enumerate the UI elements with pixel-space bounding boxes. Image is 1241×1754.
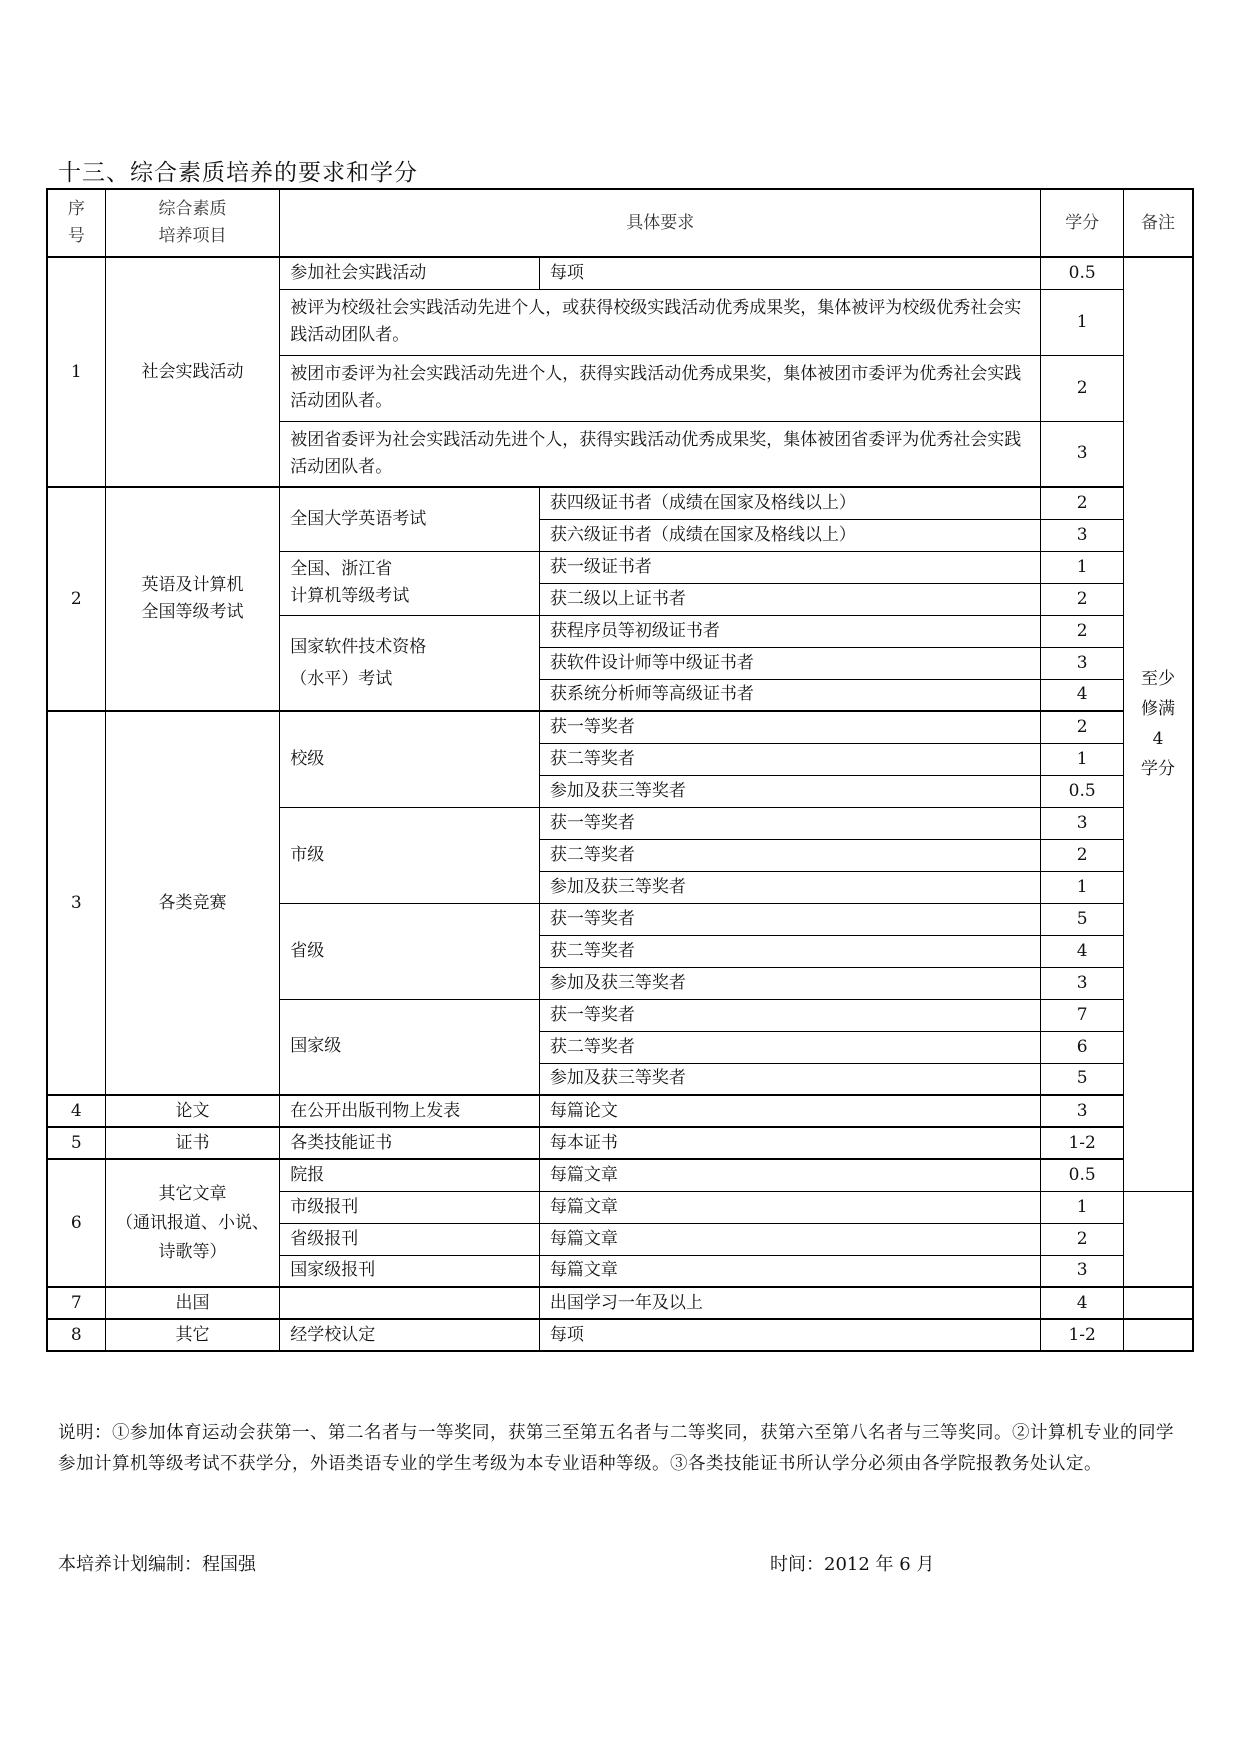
remark-merged-cell: 至少 修满 4 学分 — [1124, 257, 1193, 1191]
detail-cell: 参加及获三等奖者 — [539, 1063, 1040, 1095]
credit-cell: 3 — [1041, 1095, 1124, 1127]
seq-cell: 1 — [47, 257, 105, 487]
item-cell: 其它文章 （通讯报道、小说、 诗歌等） — [105, 1159, 280, 1287]
detail-cell: 每篇文章 — [539, 1223, 1040, 1255]
detail-cell: 获程序员等初级证书者 — [539, 615, 1040, 647]
remark-cell — [1124, 1287, 1193, 1319]
item-cell: 证书 — [105, 1127, 280, 1159]
credit-cell: 3 — [1041, 421, 1124, 487]
requirement-cell: 全国、浙江省 计算机等级考试 — [280, 551, 540, 615]
item-cell: 英语及计算机 全国等级考试 — [105, 487, 280, 711]
credit-cell: 3 — [1041, 519, 1124, 551]
table-row — [47, 487, 1193, 519]
credit-cell: 4 — [1041, 935, 1124, 967]
quality-credit-table — [46, 188, 1194, 1352]
level-cell: 校级 — [280, 711, 540, 807]
detail-cell: 获软件设计师等中级证书者 — [539, 647, 1040, 679]
notes-paragraph: 说明：①参加体育运动会获第一、第二名者与一等奖同，获第三至第五名者与二等奖同，获第六至第八名者与三等奖同。②计算机专业的同学参加计算机等级考试不获学分，外语类语专业的学生考级为本专业语种等级。③各类技能证书所认学分必须由各学院报教务处认定。 — [58, 1423, 1174, 1474]
requirement-cell: 国家软件技术资格 （水平）考试 — [280, 615, 540, 711]
detail-cell: 获一级证书者 — [539, 551, 1040, 583]
credit-cell: 0.5 — [1041, 1159, 1124, 1191]
requirement-cell: 全国大学英语考试 — [280, 487, 540, 551]
credit-cell: 2 — [1041, 355, 1124, 421]
header-row — [47, 189, 1193, 257]
item-cell: 其它 — [105, 1319, 280, 1351]
detail-cell: 获一等奖者 — [539, 807, 1040, 839]
detail-cell: 获二级以上证书者 — [539, 583, 1040, 615]
header-remark: 备注 — [1124, 189, 1193, 257]
detail-cell: 每篇论文 — [539, 1095, 1040, 1127]
credit-cell: 1 — [1041, 871, 1124, 903]
detail-cell: 获二等奖者 — [539, 743, 1040, 775]
detail-cell: 获四级证书者（成绩在国家及格线以上） — [539, 487, 1040, 519]
detail-cell: 获系统分析师等高级证书者 — [539, 679, 1040, 711]
item-cell: 各类竞赛 — [105, 711, 280, 1095]
level-cell: 市级 — [280, 807, 540, 903]
table-row — [47, 1127, 1193, 1159]
level-cell: 省级 — [280, 903, 540, 999]
detail-cell: 获一等奖者 — [539, 903, 1040, 935]
remark-cell — [1124, 1319, 1193, 1351]
credit-cell: 7 — [1041, 999, 1124, 1031]
credit-cell: 3 — [1041, 647, 1124, 679]
detail-cell: 出国学习一年及以上 — [539, 1287, 1040, 1319]
requirement-cell: 市级报刊 — [280, 1191, 540, 1223]
credit-cell: 1 — [1041, 289, 1124, 355]
seq-cell: 4 — [47, 1095, 105, 1127]
requirement-cell: 被团市委评为社会实践活动先进个人，获得实践活动优秀成果奖，集体被团市委评为优秀社会实践活动团队者。 — [280, 355, 1041, 421]
credit-cell: 1-2 — [1041, 1319, 1124, 1351]
requirement-cell — [280, 1287, 540, 1319]
seq-cell: 3 — [47, 711, 105, 1095]
seq-cell: 6 — [47, 1159, 105, 1287]
credit-cell: 2 — [1041, 1223, 1124, 1255]
detail-cell: 获二等奖者 — [539, 839, 1040, 871]
credit-cell: 2 — [1041, 615, 1124, 647]
item-cell: 论文 — [105, 1095, 280, 1127]
date-label: 时间：2012 年 6 月 — [770, 1554, 935, 1575]
editor-signature: 本培养计划编制：程国强 — [58, 1554, 256, 1575]
credit-cell: 2 — [1041, 583, 1124, 615]
credit-cell: 2 — [1041, 711, 1124, 743]
credit-cell: 1 — [1041, 1191, 1124, 1223]
table-row — [47, 1095, 1193, 1127]
detail-cell: 参加及获三等奖者 — [539, 871, 1040, 903]
requirement-cell: 参加社会实践活动 — [280, 257, 540, 289]
credit-cell: 5 — [1041, 903, 1124, 935]
detail-cell: 每篇文章 — [539, 1159, 1040, 1191]
table-row — [47, 711, 1193, 743]
credit-cell: 1 — [1041, 551, 1124, 583]
detail-cell: 每篇文章 — [539, 1255, 1040, 1287]
page-title: 十三、综合素质培养的要求和学分 — [58, 160, 418, 186]
table-row — [47, 1319, 1193, 1351]
seq-cell: 2 — [47, 487, 105, 711]
header-seq: 序 号 — [47, 189, 105, 257]
detail-cell: 获二等奖者 — [539, 935, 1040, 967]
seq-cell: 7 — [47, 1287, 105, 1319]
credit-cell: 3 — [1041, 807, 1124, 839]
header-item: 综合素质 培养项目 — [105, 189, 280, 257]
credit-cell: 1 — [1041, 743, 1124, 775]
requirement-cell: 院报 — [280, 1159, 540, 1191]
header-credit: 学分 — [1041, 189, 1124, 257]
requirement-cell: 经学校认定 — [280, 1319, 540, 1351]
requirement-cell: 被团省委评为社会实践活动先进个人，获得实践活动优秀成果奖，集体被团省委评为优秀社会实践活动团队者。 — [280, 421, 1041, 487]
credit-cell: 3 — [1041, 967, 1124, 999]
credit-cell: 3 — [1041, 1255, 1124, 1287]
credit-cell: 6 — [1041, 1031, 1124, 1063]
seq-cell: 8 — [47, 1319, 105, 1351]
detail-cell: 每本证书 — [539, 1127, 1040, 1159]
credit-cell: 1-2 — [1041, 1127, 1124, 1159]
credit-cell: 0.5 — [1041, 775, 1124, 807]
header-requirement: 具体要求 — [280, 189, 1041, 257]
level-cell: 国家级 — [280, 999, 540, 1095]
credit-cell: 4 — [1041, 679, 1124, 711]
credit-cell: 2 — [1041, 839, 1124, 871]
item-cell: 社会实践活动 — [105, 257, 280, 487]
requirement-cell: 国家级报刊 — [280, 1255, 540, 1287]
detail-cell: 每篇文章 — [539, 1191, 1040, 1223]
credit-cell: 0.5 — [1041, 257, 1124, 289]
detail-cell: 获一等奖者 — [539, 711, 1040, 743]
detail-cell: 获二等奖者 — [539, 1031, 1040, 1063]
detail-cell: 参加及获三等奖者 — [539, 967, 1040, 999]
requirement-cell: 被评为校级社会实践活动先进个人，或获得校级实践活动优秀成果奖，集体被评为校级优秀社会实践活动团队者。 — [280, 289, 1041, 355]
detail-cell: 参加及获三等奖者 — [539, 775, 1040, 807]
table-row — [47, 1287, 1193, 1319]
detail-cell: 每项 — [539, 257, 1040, 289]
credit-cell: 2 — [1041, 487, 1124, 519]
table-row — [47, 257, 1193, 289]
detail-cell: 获一等奖者 — [539, 999, 1040, 1031]
requirement-cell: 省级报刊 — [280, 1223, 540, 1255]
seq-cell: 5 — [47, 1127, 105, 1159]
requirement-cell: 在公开出版刊物上发表 — [280, 1095, 540, 1127]
item-cell: 出国 — [105, 1287, 280, 1319]
table-row — [47, 1159, 1193, 1191]
detail-cell: 获六级证书者（成绩在国家及格线以上） — [539, 519, 1040, 551]
requirement-cell: 各类技能证书 — [280, 1127, 540, 1159]
credit-cell: 4 — [1041, 1287, 1124, 1319]
detail-cell: 每项 — [539, 1319, 1040, 1351]
credit-cell: 5 — [1041, 1063, 1124, 1095]
